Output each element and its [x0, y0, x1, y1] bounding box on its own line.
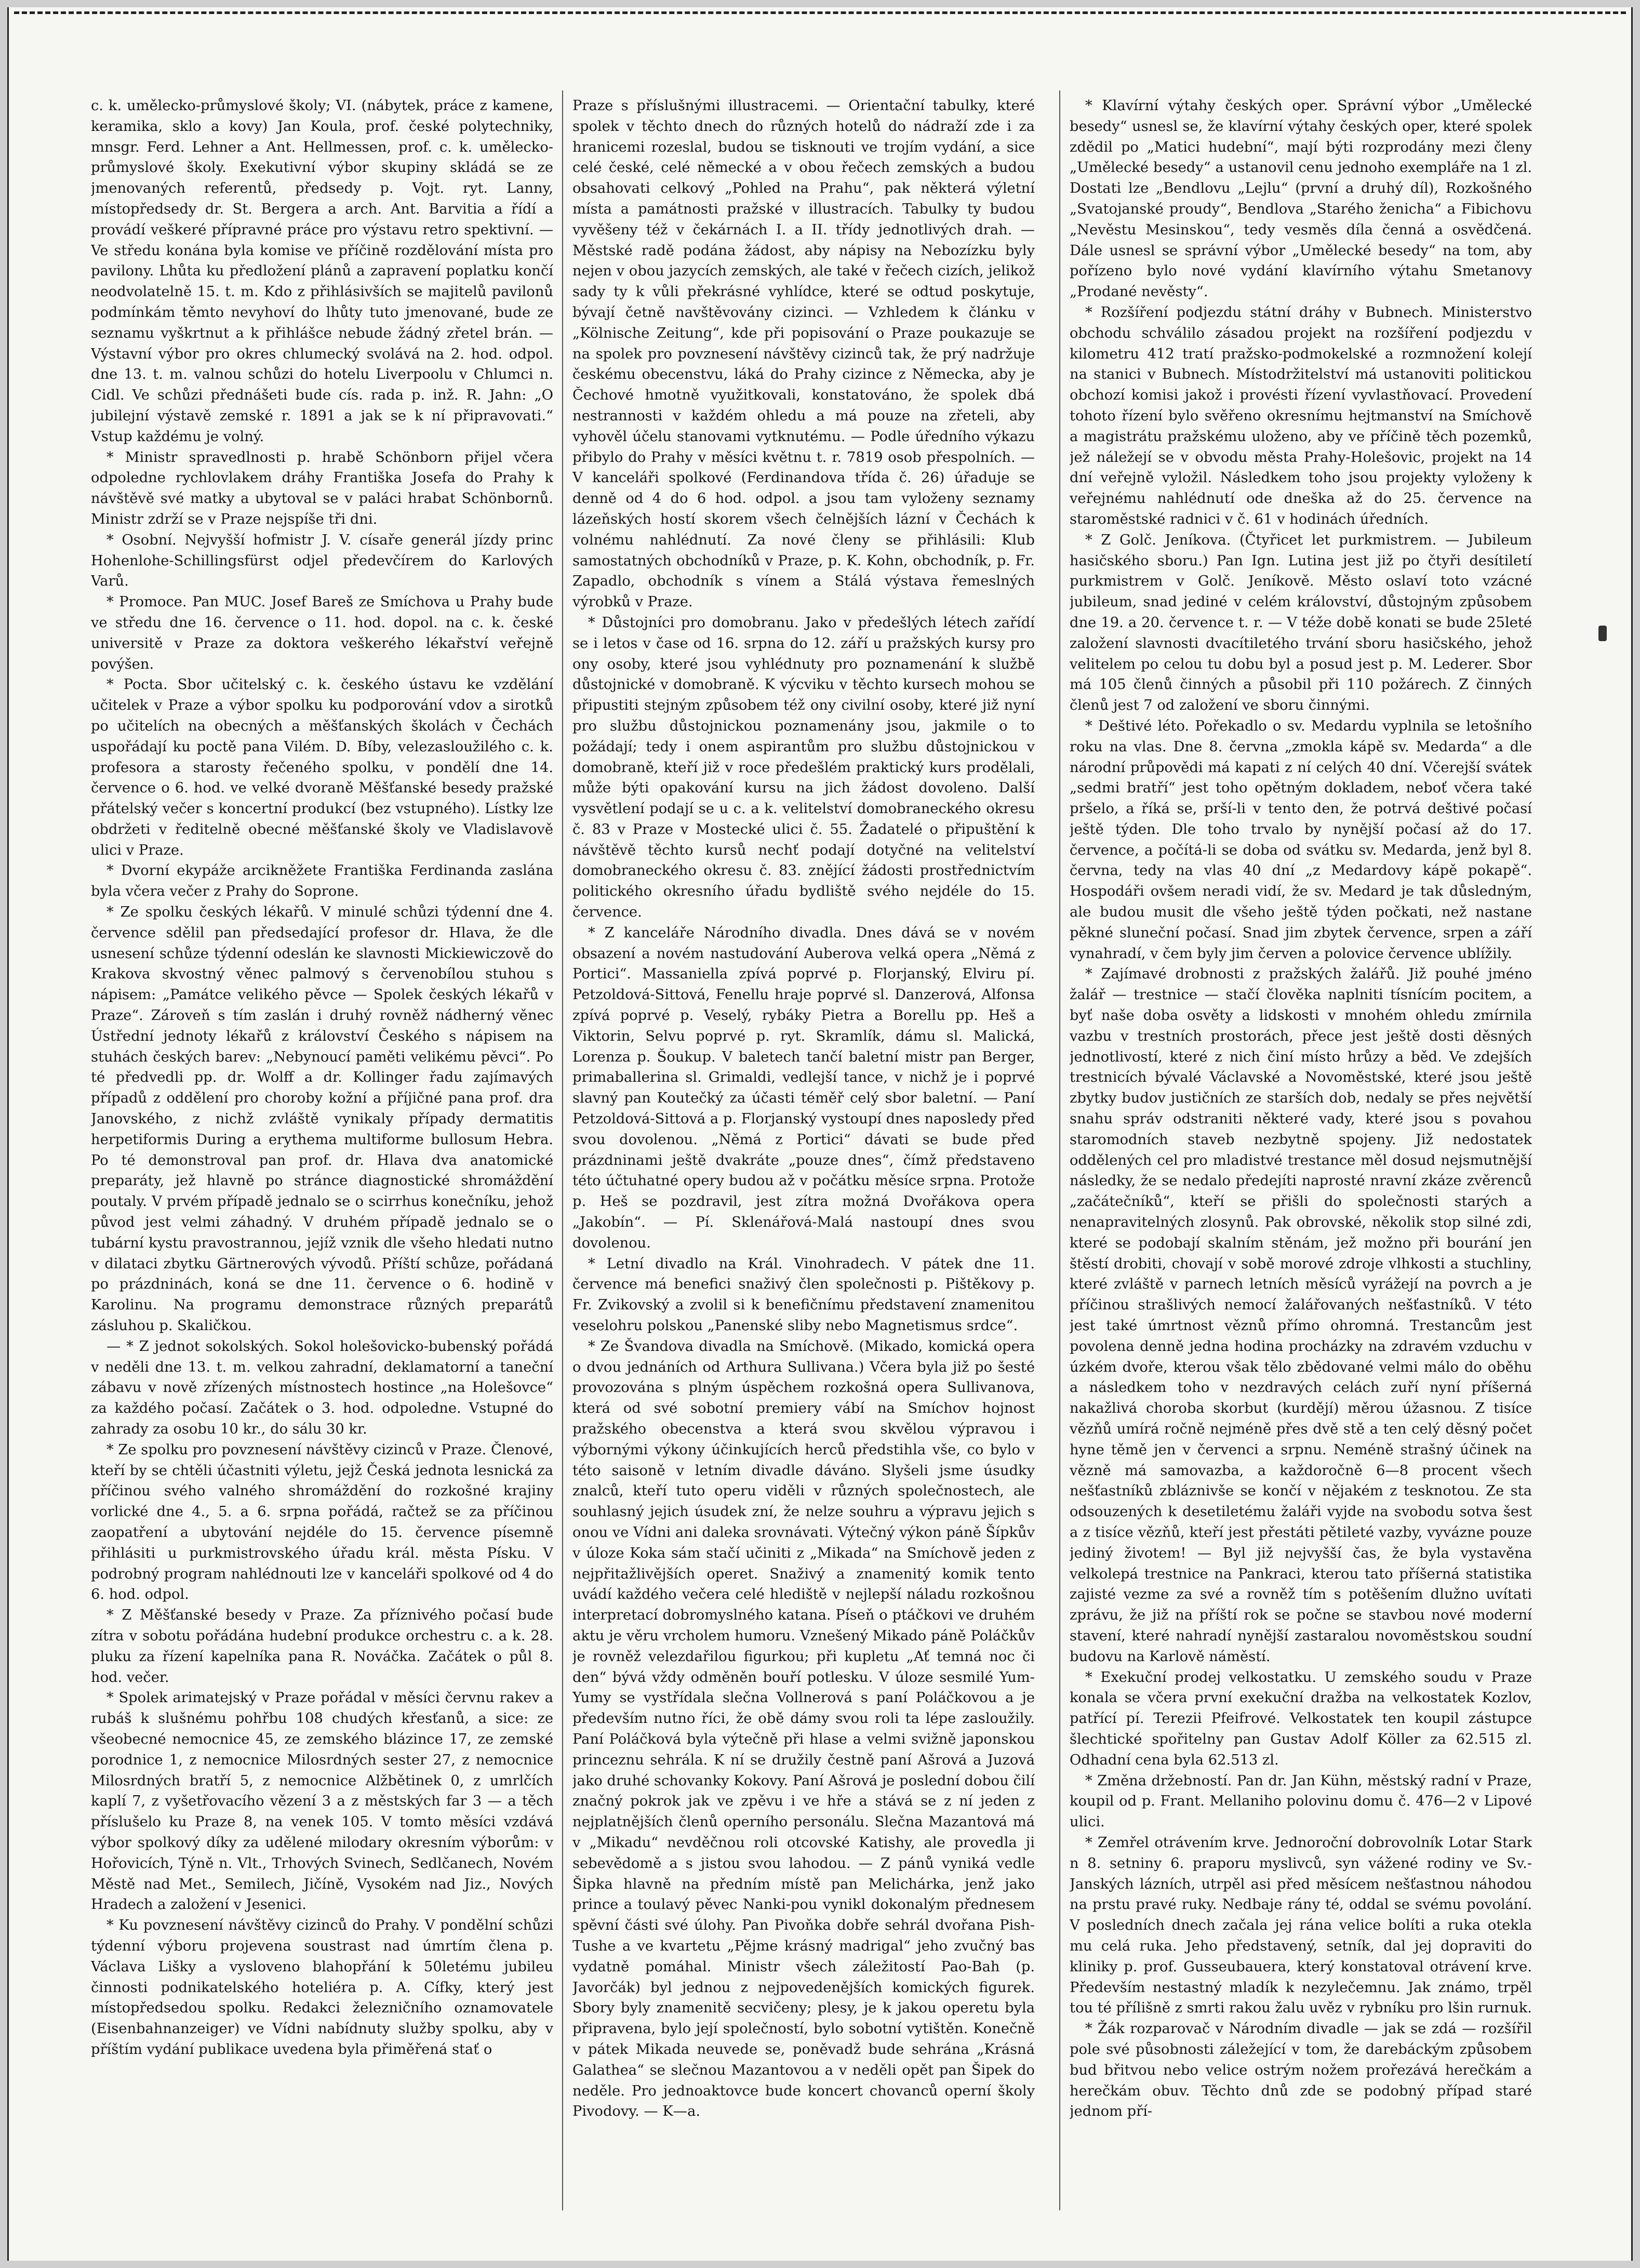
article-golc-jenikov: * Z Golč. Jeníkova. (Čtyřicet let purkmistrem. — Jubileum hasičského sboru.) Pan Ign. Lutina jest již po čtyři desítiletí purkmistrem v Golč. Jeníkově. Město oslaví toto vzácné jubileum, snad jediné v celém království, důstojným způsobem dne 19. a 20. července t. r. — V téže době konati se bude 25leté založení slavnosti dvacítiletého trvání sboru hasičského, jehož velitelem po celou tu dobu byl a posud jest p. M. Lederer. Sbor má 105 členů činných a působil při 110 požárech. Z činných členů jest 7 od založení ve sboru činnými. [1070, 532, 1532, 714]
article-theatre-ripper: * Žák rozparovač v Národním divadle — jak se zdá — rozšířil pole své působnosti záležející v tom, že darebáckým způsobem bud břitvou nebo velice ostrým nožem prořezává herečkám a herečkám obuv. Těchto dnů zde se podobný případ staré jednom pří- [1070, 2021, 1532, 2120]
article-rainy-summer: * Deštivé léto. Pořekadlo o sv. Medardu vyplnila se letošního roku na vlas. Dne 8. června „zmokla kápě sv. Medarda“ a dle národní průpovědi má kapati z ní celých 40 dní. Včerejší svátek „sedmi bratří“ jest toho opětným dokladem, neboť včera také pršelo, a říká se, prší-li v tento den, že potrvá deštivé počasí ještě týden. Dle toho trvalo by nynější počasí až do 17. července, a počítá-li se doba od svátku sv. Medarda, jenž byl 8. června, tedy na vlas 40 dní „z Medardovy kápě pokapě“. Hospodáři ovšem neradi vidí, že sv. Medard je tak důsledným, ale budou musit dle všeho ještě týden počkati, než nastane pěkné sluneční počasí. Snad jim zbytek července, srpen a září vynahradí, v čem byly jim červen a polovice července ublížily. [1070, 718, 1532, 962]
newspaper-page [7, 7, 1633, 2261]
article-prison-curiosities: * Zajímavé drobnosti z pražských žalářů. Již pouhé jméno žalář — trestnice — stačí člověka naplniti tísnícím pocitem, a byť naše doba osvěty a lidskosti v mnohém ohledu zmírnila vazbu v trestních prostorách, přece jest ještě dosti děsných jednotlivostí, které z nich činí místo hrůzy a běd. Ve zdejších trestnicích bývalé Václavské a Novoměstské, které jsou ještě zbytky budov justičních ze starších dob, nedaly se přes největší snahu správ odstraniti některé vady, které jsou s povahou staromodních staveb nezbytně spojeny. Již nedostatek oddělených cel pro mladistvé trestance měl dosud nejsmutnější následky, že se nedalo předejíti naprosté nravní zkáze zvěrenců „začátečníků“, kteří se přišli do společnosti starých a nenapravitelných zlosynů. Pak obrovské, několik stop silné zdi, které se podobají skalním stěnám, jež možno při bourání jen štěstí drobiti, chovají v sobě morové zdroje vlhkosti a stuchliny, které zvláště v parnech letních měsíců vyrážejí na povrch a je příčinou strašlivých nemocí žalářovaných nešťastníků. V této jest také úmrtnost věznů přímo ohromná. Trestancům jest povolena denně jedna hodina procházky na zdravém vzduchu v úzkém dvoře, kterou však tělo zbědované velmi málo do oběhu a následkem toho v nezdravých celách zuří nyní příšerná nakažlivá choroba skorbut (kurdějí) měrou úžasnou. Z tisíce vězňů umírá ročně nejméně přes dvě stě a ten celý děsný počet hyne těmě jen v červenci a srpnu. Neméně strašný účinek na vězně má samovazba, a každoročně 6—8 procent všech nešťastníků zbláznivše se končí v nějakém z tesknotou. Ze sta odsouzených k desetiletému žaláři vyjde na svobodu sotva šest a z tisíce vězňů, kteří jest přestáti pětileté vazby, vyvázne pouze jediný životem! — Byl již nejvyšší čas, že byla vystavěna velkolepá trestnice na Pankraci, kterou tato příšerná statistika zajisté vezme za své a rovněž tím s potěšením dlužno uvítati zprávu, že již na příští rok se počne se stavbou nové moderní stavení, které nahradí nynější zastaralou novoměstskou soudní budovu na Karlově náměstí. [1070, 966, 1532, 1665]
column-divider [562, 90, 563, 2210]
article-minister-schoenborn: * Ministr spravedlnosti p. hrabě Schönborn přijel včera odpoledne rychlovlakem dráhy Františka Josefa do Prahy k návštěvě své matky a ubytoval se v paláci hrabat Schönbornů. Ministr zdrží se v Praze nejspíše tři dni. [91, 449, 553, 527]
article-personal: * Osobní. Nejvyšší hofmistr J. V. císaře generál jízdy princ Hohenlohe-Schillingsfürst odjel předevčírem do Karlových Varů. [91, 532, 553, 590]
article-underpass-bubny: * Rozšíření podjezdu státní dráhy v Bubnech. Ministerstvo obchodu schválilo zásadou projekt na rozšíření podjezdu v kilometru 412 tratí pražsko-podmokelské a rozmnožení kolejí na stanici v Bubnech. Místodržitelství má ustanoviti politickou obchozí komisi jakož i provésti řízení vyvlastňovací. Provedení tohoto řízení bylo svěřeno okresnímu hejtmanství na Smíchově a magistrátu pražskému uloženo, aby ve příčině těch pozemků, jež náležejí se v obvodu města Prahy-Holešovic, projekt na 14 dní veřejně vyložil. Následkem toho jsou projekty vyloženy k veřejnému nahlédnutí ode dneška až do 25. července na staroměstské radnici v č. 61 v hodinách úředních. [1070, 304, 1532, 527]
article-promotion: * Promoce. Pan MUC. Josef Bareš ze Smíchova u Prahy bude ve středu dne 16. července o 11. hod. dopol. na c. k. české universitě v Praze za doktora veškerého lékařství veřejně povýšen. [91, 594, 553, 672]
article-tribute: * Pocta. Sbor učitelský c. k. českého ústavu ke vzdělání učitelek v Praze a výbor spolku ku podporování vdov a sirotků po učitelích na obecných a měšťanských školách v Čechách uspořádají ku poctě pana Vilém. D. Bíby, velezasloužilého c. k. profesora a starosty řečeného spolku, v pondělí dne 14. července o 6. hod. ve velké dvoraně Měšťanské besedy pražské přátelský večer s koncertní produkcí (bez vstupného). Lístky lze obdržeti v ředitelně obecné měšťanské školy ve Vladislavově ulici v Praze. [91, 677, 553, 858]
article-national-theatre: * Z kanceláře Národního divadla. Dnes dává se v novém obsazení a novém nastudování Auberova velká opera „Němá z Portici“. Massaniella zpívá poprvé p. Florjanský, Elviru pí. Petzoldová-Sittová, Fenellu hraje poprvé sl. Danzerová, Alfonsa zpívá poprvé p. Veselý, rybáky Pietra a Borellu pp. Heš a Viktorin, Selvu poprvé p. ryt. Skramlík, dámu sl. Malická, Lorenza p. Šoukup. V baletech tančí baletní mistr pan Berger, primaballerina sl. Grimaldi, vedlejší tance, v nichž je i poprvé slavný pan Koutečký za účasti téměř celý sbor baletní. — Paní Petzoldová-Sittová a p. Florjanský vystoupí dnes naposledy před svou dovolenou. „Němá z Portici“ dávati se bude před prázdninami ještě dvakráte „pouze dnes“, čímž představeno této účtuhatné opery budou až v počátku měsíce srpna. Protože p. Heš se pozdravil, jest zítra možná Dvořákova opera „Jakobín“. — Pí. Sklenářová-Malá nastoupí dnes svou dovolenou. [572, 924, 1035, 1251]
article-svanda-theatre: * Ze Švandova divadla na Smíchově. (Mikado, komická opera o dvou jednáních od Arthura Sullivana.) Včera byla již po šesté provozována s plným úspěchem rozkošná opera Sullivanova, která od své sobotní premiery vábí na Smíchov hojnost pražského obecenstva a která svou skvělou výpravou i výbornými výkony účinkujících herců předstihla vše, co bylo v této saisoně v letním divadle dáváno. Slyšeli jsme úsudky znalců, kteří tuto operu viděli v různých společnostech, ale souhlasný jejich úsudek zní, že nelze souhru a výpravu jejich s onou ve Vídni ani daleka srovnávati. Výtečný výkon páně Šípkův v úloze Koka sám stačí učiniti z „Mikada“ na Smíchově jeden z nejpřitažlivějších operet. Snaživý a znamenitý komik tento uvádí každého večera celé hlediště v nejlepší náladu rozkošnou interpretací dobromyslného katana. Píseň o ptáčkovi ve druhém aktu je věru vrcholem humoru. Vznešený Mikado páně Poláčkův je rovněž velezdařilou figurkou; při kupletu „Ať temná noc či den“ bývá vždy odměněn bouří potlesku. V úloze sesmilé Yum-Yumy se vystřídala slečna Vollnerová s paní Poláčkovou a je především nutno říci, že obě dámy svou roli ta lépe zasloužily. Paní Poláčková byla výtečně při hlase a velmi svižně japonskou princeznu sehrála. K ní se družily čestně paní Ašrová a Juzová jako druhé schovanky Kokovy. Paní Ašrová je poslední dobou čilí značný pokrok jak ve zpěvu i ve hře a stává se z ní jeden z nejplatnějších členů operního personálu. Slečna Mazantová má v „Mikadu“ nevděčnou roli otcovské Katishy, ale provedla ji sebevědomě a s jistou svou lahodou. — Z pánů vyniká vedle Šipka hlavně na předním místě pan Melichárka, jenž jako prince a toulavý pěvec Nanki-pou vynikl dokonalým přednesem spěvní části své úlohy. Pan Pivoňka dobře sehrál dvořana Pish-Tushe a ve kvartetu „Pějme krásný madrigal“ jeho zvučný bas vydatně pomáhal. Ministr všech záležitostí Pao-Bah (p. Javorčák) byl jednou z nejpovedenějších komických figurek. Sbory byly znamenitě secvičeny; plesy, je k jakou operetu byla připravena, bylo její společností, bylo sobotní vytištěn. Konečně v pátek Mikada neuvede se, poněvadž bude sehrána „Krásná Galathea“ se slečnou Mazantovou a v neděli opět pan Šipek do neděle. Pro jednoaktovce bude koncert chovanců operní školy Pivodovy. — K—a. [572, 1338, 1035, 2120]
article-piano-scores: * Klavírní výtahy českých oper. Správní výbor „Umělecké besedy“ usnesl se, že klavírní výtahy českých oper, které spolek zdědil po „Matici hudební“, mají býti rozprodány mezi členy „Umělecké besedy“ a ustanovil cenu jednoho exempláře na 1 zl. Dostati lze „Bendlovu „Lejlu“ (první a druhý díl), Rozkošného „Svatojanské proudy“, Bendlova „Starého ženicha“ a Fibichovu „Nevěstu Mesinskou“, tedy vesměs díla čenná a osvědčená. Dále usnesl se správní výbor „Umělecké besedy“ na tom, aby pořízeno bylo nové vydání klavírního výtahu Smetanovy „Prodané nevěsty“. [1070, 98, 1532, 300]
margin-mark [1598, 626, 1607, 641]
article-sokol: — * Z jednot sokolských. Sokol holešovicko-bubenský pořádá v neděli dne 13. t. m. velkou zahradní, deklamatorní a taneční zábavu v nově zřízených místnostech hostince „na Holešovce“ za každého počasí. Začátek o 3. hod. odpoledne. Vstupné do zahrady za osobu 10 kr., do sálu 30 kr. [91, 1338, 553, 1437]
article-property-change: * Změna držebností. Pan dr. Jan Kühn, městský radní v Praze, koupil od p. Frant. Mellaniho polovinu domu č. 476—2 v Lipové ulici. [1070, 1772, 1532, 1831]
column-3 [1070, 96, 1532, 2200]
top-border [14, 11, 1626, 14]
column-divider [1059, 90, 1060, 2210]
article-burgher-club: * Z Měšťanské besedy v Praze. Za příznivého počasí bude zítra v sobotu pořádána hudební produkce orchestru c. a k. 28. pluku za řízení kapelníka pana R. Nováčka. Začátek o půl 8. hod. večer. [91, 1607, 553, 1686]
article-vinohrady-theatre: * Letní divadlo na Král. Vinohradech. V pátek dne 11. července má benefici snaživý člen společnosti p. Pištěkovy p. Fr. Zvikovský a zvolil si k benefičnímu představení znamenitou veselohru polskou „Panenské sliby nebo Magnetismus srdce“. [572, 1255, 1035, 1334]
article-foreign-visitors-cont: Praze s příslušnými illustracemi. — Orientační tabulky, které spolek v těchto dnech do různých hotelů do nádraží zde i za hranicemi rozeslal, budou se tisknouti ve trojím vydání, a sice celé české, celé německé a v obou řečech zemských a budou obsahovati celkový „Pohled na Prahu“, pak některá výletní místa a památnosti pražské v illustracích. Tabulky ty budou vyvěšeny též v čekárnách I. a II. třídy jednotlivých drah. — Městské radě podána žádost, aby nápisy na Nebozízku byly nejen v obou jazycích zemských, ale také v řečech cizích, jelikož sady ty k vůli překrásné vyhlídce, které se odtud poskytuje, bývají četně navštěvovány cizinci. — Vzhledem k článku v „Kölnische Zeitung“, kde při popisování o Praze poukazuje se na spolek pro povznesení návštěvy cizinců tak, že prý nadržuje českému obecenstvu, láká do Prahy cizince z Německa, aby je Čechové hmotně využitkovali, konstatováno, že spolek dbá nestrannosti v každém ohledu a má pouze na zřeteli, aby vyhověl účelu stanovami vytknutému. — Podle úředního výkazu přibylo do Prahy v měsíci květnu t. r. 7819 osob přespolních. — V kanceláři spolkové (Ferdinandova třída č. 26) úřaduje se denně od 4 do 6 hod. odpol. a jsou tam vyloženy seznamy lázeňských hostí skorem všech čelnějších lázní v Čechách k volnému nahlédnutí. Za nové členy se přihlásili: Klub samostatných obchodníků v Praze, p. K. Kohn, obchodník, p. Fr. Zapadlo, obchodník s vínem a Stálá výstava řemeslných výrobků v Praze. [572, 98, 1035, 611]
article-czech-physicians: * Ze spolku českých lékařů. V minulé schůzi týdenní dne 4. července sdělil pan předsedající profesor dr. Hlava, že dle usnesení schůze týdenní odeslán ke slavnosti Mickiewiczově do Krakova skvostný věnec palmový s červenobílou stuhou s nápisem: „Památce velikého pěvce — Spolek českých lékařů v Praze“. Zároveň s tím zaslán i druhý rovněž nádherný věnec Ústřední jednoty lékařů z království Českého s nápisem na stuhách českých barev: „Nebynoucí paměti velikému pěvci“. Po té předvedli pp. dr. Wolff a dr. Kollinger řadu zajímavých případů z oddělení pro choroby kožní a příjičné pana prof. dra Janovského, z nichž zvláště vynikaly případy dermatitis herpetiformis During a erythema multiforme bullosum Hebra. Po té demonstroval pan prof. dr. Hlava dva anatomické preparáty, jež hlavně po stránce diagnostické shromáždění poutaly. V prvém případě jednalo se o scirrhus konečníku, jehož původ jest velmi záhadný. V druhém případě jednalo se o tubární kystu pravostrannou, jejíž vznik dle všeho hledati nutno v dilataci zbytku Gärtnerových vývodů. Příští schůze, pořádaná po prázdninách, koná se dne 11. července o 6. hodině v Karolinu. Na programu demonstrace různých preparátů zásluhou p. Skaličkou. [91, 904, 553, 1334]
article-estate-auction: * Exekuční prodej velkostatku. U zemského soudu v Praze konala se včera první exekuční dražba na velkostatek Kozlov, patřící pí. Terezii Pfeifrové. Velkostatek ten koupil zástupce šlechtické spořitelny pan Gustav Adolf Köller za 62.515 zl. Odhadní cena byla 62.513 zl. [1070, 1669, 1532, 1768]
article-foreign-visitors: * Ku povznesení návštěvy cizinců do Prahy. V pondělní schůzi týdenní výboru projevena soustrast nad úmrtím člena p. Václava Lišky a vysloveno blahopřání k 50letému jubileu činnosti podnikatelského hoteliéra p. A. Cífky, který jest místopředsedou spolku. Redakci železničního oznamovatele (Eisenbahnanzeiger) ve Vídni nabídnuty služby spolku, aby v příštím vydání publikace uvedena byla přiměřená stať o [91, 1917, 553, 2058]
article-blood-poisoning: * Zemřel otrávením krve. Jednoroční dobrovolník Lotar Stark n 8. setniny 6. praporu myslivců, syn vážené rodiny ve Sv.-Janských lázních, utrpěl asi před měsícem nešťastnou náhodou na prstu pravé ruky. Nedbaje rány té, oddal se svému povolání. V posledních dnech začala jej rána velice bolíti a ruka otekla mu celá ruka. Jeho představený, setník, dal jej dopraviti do kliniky p. prof. Gusseubauera, který konstatoval otrávení krve. Především nestastný mladík k nezylečemnu. Jak známo, trpěl tou té přílišně z smrti rakou žalu uvěz v rybníku pro lšin rurnuk. [1070, 1834, 1532, 2017]
article-exhibition-committees: c. k. umělecko-průmyslové školy; VI. (nábytek, práce z kamene, keramika, sklo a kovy) Jan Koula, prof. české polytechniky, mnsgr. Ferd. Lehner a Ant. Hellmessen, prof. c. k. umělecko-průmyslové školy. Exekutivní výbor skupiny skládá se ze jmenovaných referentů, předsedy p. Vojt. ryt. Lanny, místopředsedy dr. St. Bergera a arch. Ant. Barvitia a řídí a provádí veškeré přípravné práce pro výstavu retro spektivní. — Ve středu konána byla komise ve příčině rozdělování místa pro pavilony. Lhůta ku předložení plánů a zapravení poplatku končí neodvolatelně 15. t. m. Kdo z přihlásivších se majitelů pavilonů podmínkám těmto nevyhoví do lhůty tuto jmenované, bude ze seznamu vyškrtnut a k přihlášce nebude žádný zřetel brán. — Výstavní výbor pro okres chlumecký svolává na 2. hod. odpol. dne 13. t. m. valnou schůzi do hotelu Liverpoolu v Chlumci n. Cidl. Ve schůzi přednášeti bude cís. rada p. inž. R. Jahn: „O jubilejní výstavě zemské r. 1891 a jak se k ní připravovati.“ Vstup každému je volný. [91, 98, 553, 445]
article-arimathea-society: * Spolek arimatejský v Praze pořádal v měsíci červnu rakev a rubáš k slušnému pohřbu 108 chudých křesťanů, a sice: ze všeobecné nemocnice 45, ze zemského blázince 17, ze zemské porodnice 1, z nemocnice Milosrdných sester 27, z nemocnice Milosrdných bratří 5, z nemocnice Alžbětinek 0, z umrlčích kaplí 7, z vyšetřovacího vězení 3 a z městských far 3 — a těch příslušelo ku Praze 8, na venek 105. V tomto měsíci vzdává výbor spolkový díky za udělené milodary okresním výborům: v Hořovicích, Týně n. Vlt., Trhových Svinech, Sedlčanech, Novém Městě nad Met., Semilech, Jičíně, Vysokém nad Jiz., Nových Hradech a založení v Jesenici. [91, 1690, 553, 1913]
column-1 [91, 96, 553, 2200]
column-2 [572, 96, 1035, 2200]
article-militia-officers: * Důstojníci pro domobranu. Jako v předešlých létech zařídí se i letos v čase od 16. srpna do 12. září u pražských kursy pro ony osoby, které jsou vyhlédnuty pro poznamenání k službě důstojnické v domobraně. K výcviku v těchto kursech mohou se připustiti stejným způsobem též ony civilní osoby, které již nyní pro službu důstojnickou poznamenány jsou, jakmile o to požádají; tedy i onem aspirantům pro službu důstojnickou v domobraně, kteří již v roce předešlém praktický kurs prodělali, může býti opakování kursu na jich žádost dovoleno. Další vysvětlení podají se u c. a k. velitelství domobraneckého okresu č. 83 v Praze v Mostecké ulici č. 55. Žadatelé o připuštění k návštěvě těchto kursů nechť podají dotyčné na velitelství domobraneckého okresu č. 83. znějící žádosti prostřednictvím politického okresního úřadu bydliště svého nejdéle do 15. července. [572, 614, 1035, 921]
article-tourism-society: * Ze spolku pro povznesení návštěvy cizinců v Praze. Členové, kteří by se chtěli účastniti výletu, jejž Česká jednota lesnická za příčinou svého valného shromáždění do rozkošné krajiny vorlické dne 4., 5. a 6. srpna pořádá, račtež se za příčinou zaopatření a ubytování nejdéle do 15. července písemně přihlásiti u purkmistrovského úřadu král. města Písku. V podrobný program nahlédnouti lze v kanceláři spolkové od 4 do 6. hod. odpol. [91, 1441, 553, 1603]
article-court-carriages: * Dvorní ekypáže arcikněžete Františka Ferdinanda zaslána byla včera večer z Prahy do Soprone. [91, 863, 553, 900]
